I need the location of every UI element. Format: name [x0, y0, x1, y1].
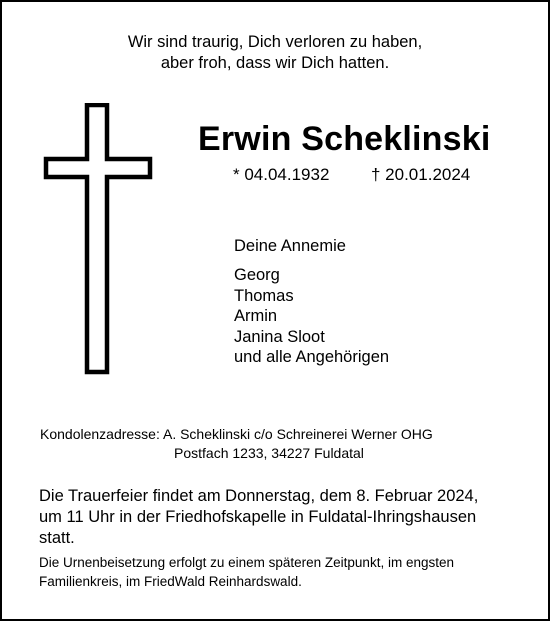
family-members — [234, 265, 389, 368]
quote-line-1: Wir sind traurig, Dich verloren zu haben, — [127, 33, 423, 51]
family-member: und alle Angehörigen — [234, 348, 390, 366]
ceremony-line-2: um 11 Uhr in der Friedhofskapelle in Fuldatal-Ihringshausen — [39, 508, 477, 526]
condolence-address — [40, 425, 433, 463]
address-line-2: Postfach 1233, 34227 Fuldatal — [174, 445, 364, 461]
burial-line-1: Die Urnenbeisetzung erfolgt zu einem späteren Zeitpunkt, im engsten — [39, 555, 454, 570]
family-member: Thomas — [234, 286, 294, 305]
quote-line-2: aber froh, dass wir Dich hatten. — [160, 54, 390, 72]
ceremony-line-3: statt. — [39, 529, 75, 547]
partner-name: Deine Annemie — [234, 237, 346, 255]
birth-date: * 04.04.1932 — [233, 165, 330, 184]
family-member: Janina Sloot — [234, 327, 325, 346]
deceased-name: Erwin Scheklinski — [198, 120, 491, 158]
urn-burial-info — [39, 553, 517, 591]
cross-icon — [43, 103, 153, 375]
funeral-ceremony-info — [39, 486, 514, 549]
memorial-quote — [2, 32, 548, 74]
death-date: † 20.01.2024 — [371, 165, 471, 184]
address-line-1: Kondolenzadresse: A. Scheklinski c/o Schreinerei Werner OHG — [40, 426, 433, 442]
burial-line-2: Familienkreis, im FriedWald Reinhardswald. — [39, 574, 302, 589]
family-member: Armin — [234, 307, 278, 325]
family-member: Georg — [234, 266, 280, 284]
ceremony-line-1: Die Trauerfeier findet am Donnerstag, dem 8. Februar 2024, — [39, 487, 479, 505]
family-partner — [234, 236, 346, 257]
